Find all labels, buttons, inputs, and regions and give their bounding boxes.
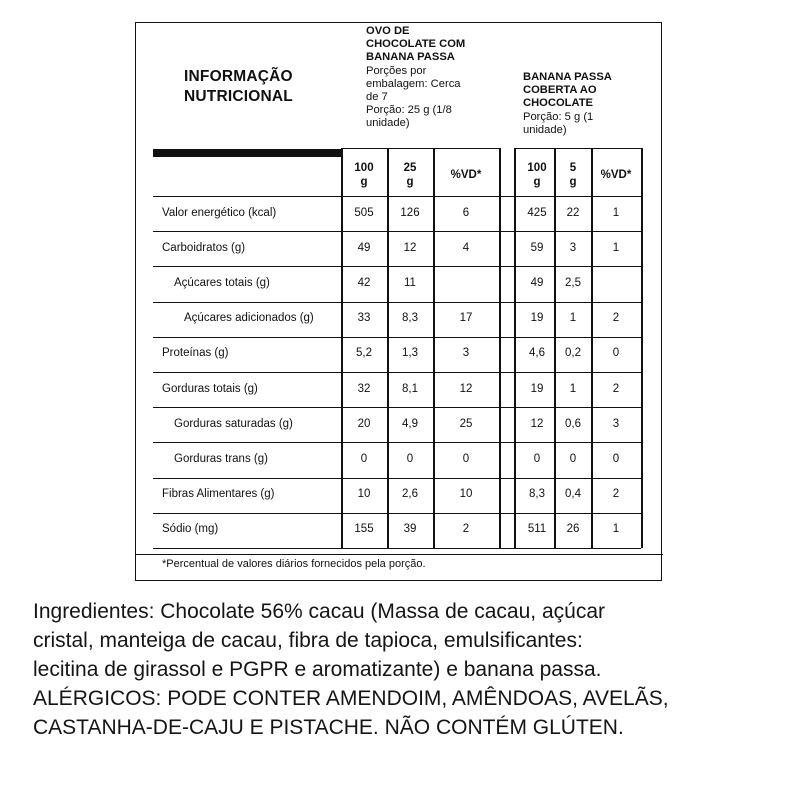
nutrient-label: Açúcares totais (g)	[174, 277, 270, 289]
table-col-rule	[514, 148, 516, 548]
nutrient-value: 511	[527, 523, 547, 536]
table-rule	[153, 513, 641, 514]
table-rule	[153, 231, 641, 232]
product2-info-line: Porção: 5 g (1	[523, 110, 594, 123]
nutrient-value: 0,6	[565, 417, 581, 430]
product1-info-line: Porção: 25 g (1/8	[366, 104, 452, 117]
footnote-rule	[136, 554, 663, 555]
table-rule	[153, 442, 641, 443]
nutrient-value: 8,3	[529, 488, 545, 501]
unit-header	[518, 161, 556, 189]
table-rule	[153, 407, 641, 408]
nutrient-value: 0	[569, 453, 577, 465]
nutrient-value: 12	[530, 417, 544, 430]
unit-header-part: g	[569, 176, 577, 188]
nutrient-value: 1	[569, 382, 577, 395]
table-col-rule	[499, 148, 501, 548]
product1-name-line: BANANA PASSA	[366, 51, 455, 64]
unit-header-part: 25	[403, 162, 417, 174]
nutrient-value: 1	[612, 241, 620, 254]
nutrient-value: 33	[357, 312, 371, 325]
unit-header-part: g	[406, 176, 414, 188]
unit-header-part: g	[360, 176, 368, 188]
nutrient-label: Sódio (mg)	[162, 523, 219, 536]
ingredients-line: Ingredientes: Chocolate 56% cacau (Massa de cacau, açúcar	[33, 600, 605, 623]
nutrient-value: 1	[612, 523, 620, 536]
nutrient-value: 20	[357, 417, 371, 430]
table-rule	[153, 266, 641, 267]
table-col-rule	[641, 148, 643, 548]
unit-header-part: g	[533, 176, 541, 188]
table-rule	[153, 302, 641, 303]
nutrient-value: 59	[530, 241, 544, 254]
product1-info-line: unidade)	[366, 117, 410, 130]
nutrient-value: 39	[403, 523, 417, 536]
nutrient-label: Açúcares adicionados (g)	[184, 312, 314, 325]
nutrient-value: 17	[459, 312, 473, 325]
nutrient-value: 0	[533, 453, 541, 465]
nutrient-value: 1	[569, 312, 577, 325]
nutrient-value: 4,9	[402, 417, 418, 430]
product2-header	[523, 71, 641, 137]
table-rule	[514, 148, 641, 149]
nutrient-value: 26	[566, 523, 580, 536]
nutrient-value: 10	[459, 488, 473, 501]
nutrient-value: 49	[357, 241, 371, 254]
nutrient-value: 0	[462, 453, 470, 465]
nutrient-value: 2	[462, 523, 470, 536]
nutrient-value: 32	[357, 382, 371, 395]
product1-info-line: Porções por	[366, 64, 427, 77]
table-rule	[153, 337, 641, 338]
table-rule	[153, 372, 641, 373]
unit-header	[342, 161, 386, 189]
nutrient-value: 155	[354, 523, 374, 536]
allergens-line: ALÉRGICOS: PODE CONTER AMENDOIM, AMÊNDOAS, AVELÃS,	[33, 687, 669, 710]
nutrition-panel	[135, 22, 662, 581]
nutrient-value: 2,5	[565, 277, 581, 289]
product2-name-line: CHOCOLATE	[523, 97, 594, 110]
nutrient-value: 5,2	[356, 347, 372, 360]
nutrient-value: 2,6	[402, 488, 418, 501]
nutrient-value: 2	[612, 382, 620, 395]
product2-name-line: BANANA PASSA	[523, 71, 612, 83]
nutrient-value: 0	[406, 453, 414, 465]
nutrient-value: 2	[612, 312, 620, 325]
unit-header-part: 100	[354, 162, 374, 174]
nutrient-value: 19	[530, 312, 544, 325]
nutrient-label: Gorduras saturadas (g)	[174, 417, 293, 430]
table-rule	[153, 196, 641, 197]
nutrient-value: 4	[462, 241, 470, 254]
product1-name-line: CHOCOLATE COM	[366, 38, 466, 51]
ingredients-line: cristal, manteiga de cacau, fibra de tapioca, emulsificantes:	[33, 629, 583, 652]
nutrient-value: 11	[404, 277, 416, 289]
product1-info-line: de 7	[366, 91, 388, 104]
nutrient-value: 1	[612, 206, 620, 219]
table-rule	[341, 148, 499, 149]
product1-header	[366, 25, 494, 131]
nutrient-value: 19	[530, 382, 544, 395]
nutrient-label: Carboidratos (g)	[162, 241, 246, 254]
nutrient-value: 0	[360, 453, 368, 465]
nutrient-value: 0	[612, 453, 620, 465]
nutrient-value: 12	[403, 241, 417, 254]
unit-header-part: %VD*	[450, 169, 482, 181]
product1-info-line: embalagem: Cerca	[366, 77, 461, 90]
nutrient-value: 3	[569, 241, 577, 254]
nutrient-value: 425	[527, 206, 547, 219]
product2-info-line: unidade)	[523, 123, 567, 136]
ingredients-line: lecitina de girassol e PGPR e aromatizante) e banana passa.	[33, 658, 602, 681]
nutrient-value: 6	[462, 206, 470, 219]
nutrient-value: 42	[357, 277, 371, 289]
nutrient-value: 4,6	[529, 347, 545, 360]
title-line-1: INFORMAÇÃO	[184, 68, 293, 85]
nutrient-value: 25	[459, 417, 473, 430]
unit-header	[434, 168, 498, 182]
unit-header	[556, 161, 590, 189]
ingredients-text	[33, 597, 793, 742]
nutrient-value: 22	[566, 206, 580, 219]
nutrient-value: 12	[459, 382, 473, 395]
nutrient-value: 126	[400, 206, 420, 219]
panel-title	[184, 67, 293, 107]
table-rule	[153, 478, 641, 479]
nutrient-value: 49	[530, 277, 544, 289]
nutrient-value: 0,2	[565, 347, 581, 360]
unit-header	[388, 161, 432, 189]
nutrient-value: 0,4	[565, 488, 581, 501]
nutrient-value: 10	[357, 488, 371, 501]
allergens-line: CASTANHA-DE-CAJU E PISTACHE. NÃO CONTÉM GLÚTEN.	[33, 716, 624, 739]
nutrient-value: 3	[612, 417, 620, 430]
nutrient-label: Gorduras trans (g)	[174, 453, 268, 465]
nutrient-value: 505	[354, 206, 374, 219]
nutrient-label: Fibras Alimentares (g)	[162, 488, 275, 501]
nutrient-value: 1,3	[402, 347, 418, 360]
header-black-bar	[153, 149, 341, 157]
product1-name-line: OVO DE	[366, 25, 410, 37]
nutrient-value: 8,3	[402, 312, 418, 325]
unit-header-part: 5	[569, 162, 577, 174]
nutrient-value: 8,1	[402, 382, 418, 395]
table-rule	[153, 548, 641, 549]
unit-header-part: 100	[527, 162, 547, 174]
nutrient-label: Proteínas (g)	[162, 347, 229, 360]
nutrient-value: 2	[612, 488, 620, 501]
title-line-2: NUTRICIONAL	[184, 88, 293, 105]
nutrient-label: Gorduras totais (g)	[162, 382, 258, 395]
nutrient-value: 3	[462, 347, 470, 360]
product2-name-line: COBERTA AO	[523, 84, 597, 97]
nutrient-value: 0	[612, 347, 620, 360]
unit-header-part: %VD*	[600, 169, 632, 181]
nutrient-label: Valor energético (kcal)	[162, 206, 277, 219]
footnote: *Percentual de valores diários fornecidos pela porção.	[162, 558, 426, 570]
unit-header	[592, 168, 640, 182]
